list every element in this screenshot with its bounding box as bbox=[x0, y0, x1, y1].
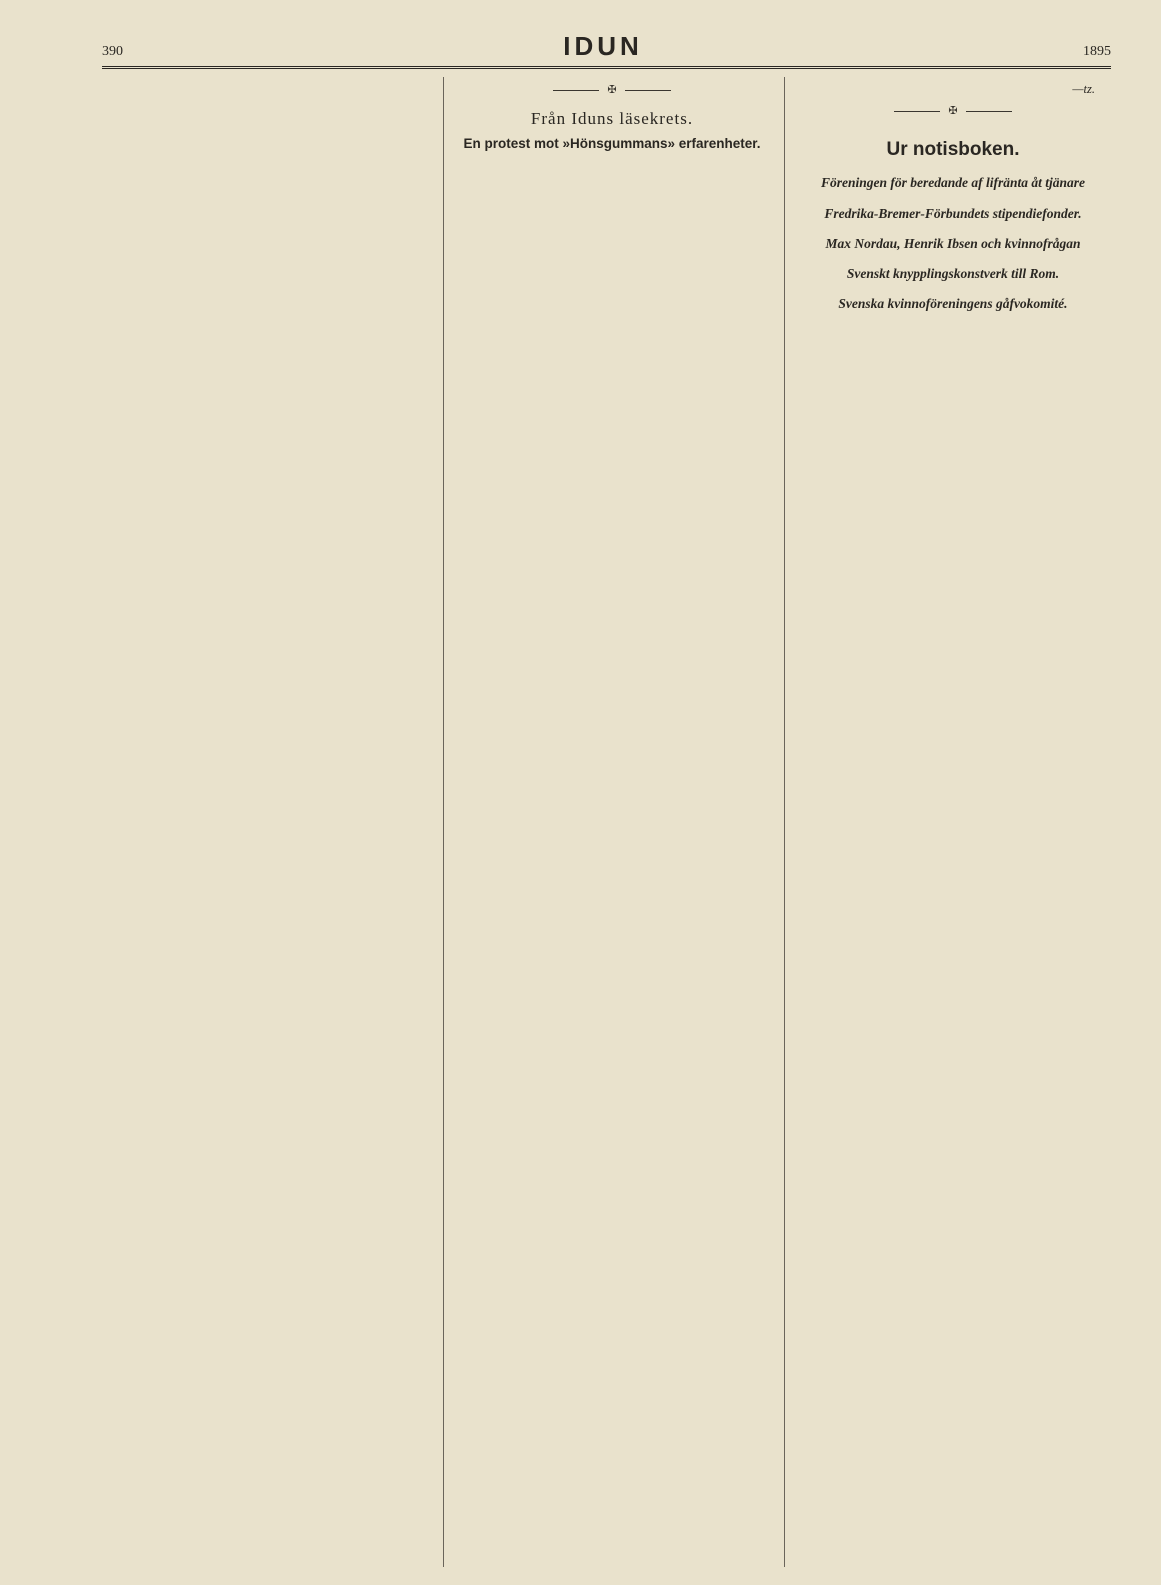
signature: —tz. bbox=[1072, 82, 1095, 96]
section-title: Ur notisboken. bbox=[886, 138, 1020, 160]
masthead: IDUN bbox=[563, 31, 643, 61]
note-title: Svenska kvinnoföreningens gåfvokomité. bbox=[838, 296, 1068, 312]
ornament-divider: ✠ bbox=[795, 104, 1111, 119]
column-right bbox=[784, 77, 1111, 1567]
note-title: Föreningen för beredande af lifränta åt tjänare bbox=[820, 175, 1085, 191]
note-title: Svenskt knypplingskonstverk till Rom. bbox=[846, 266, 1060, 282]
article-subtitle: En protest mot »Hönsgummans» erfarenheter. bbox=[463, 135, 761, 151]
note-title: Fredrika-Bremer-Förbundets stipendiefonder. bbox=[824, 205, 1082, 221]
running-head bbox=[102, 26, 1111, 69]
columns bbox=[102, 77, 1111, 1567]
note-title: Max Nordau, Henrik Ibsen och kvinnofrågan bbox=[825, 235, 1081, 251]
page-number: 390 bbox=[102, 44, 123, 59]
ornament-divider: ✠ bbox=[454, 83, 770, 98]
column-left bbox=[102, 77, 429, 1567]
year: 1895 bbox=[1083, 44, 1111, 59]
article-title: Från Iduns läsekrets. bbox=[530, 108, 694, 128]
column-middle bbox=[443, 77, 770, 1567]
